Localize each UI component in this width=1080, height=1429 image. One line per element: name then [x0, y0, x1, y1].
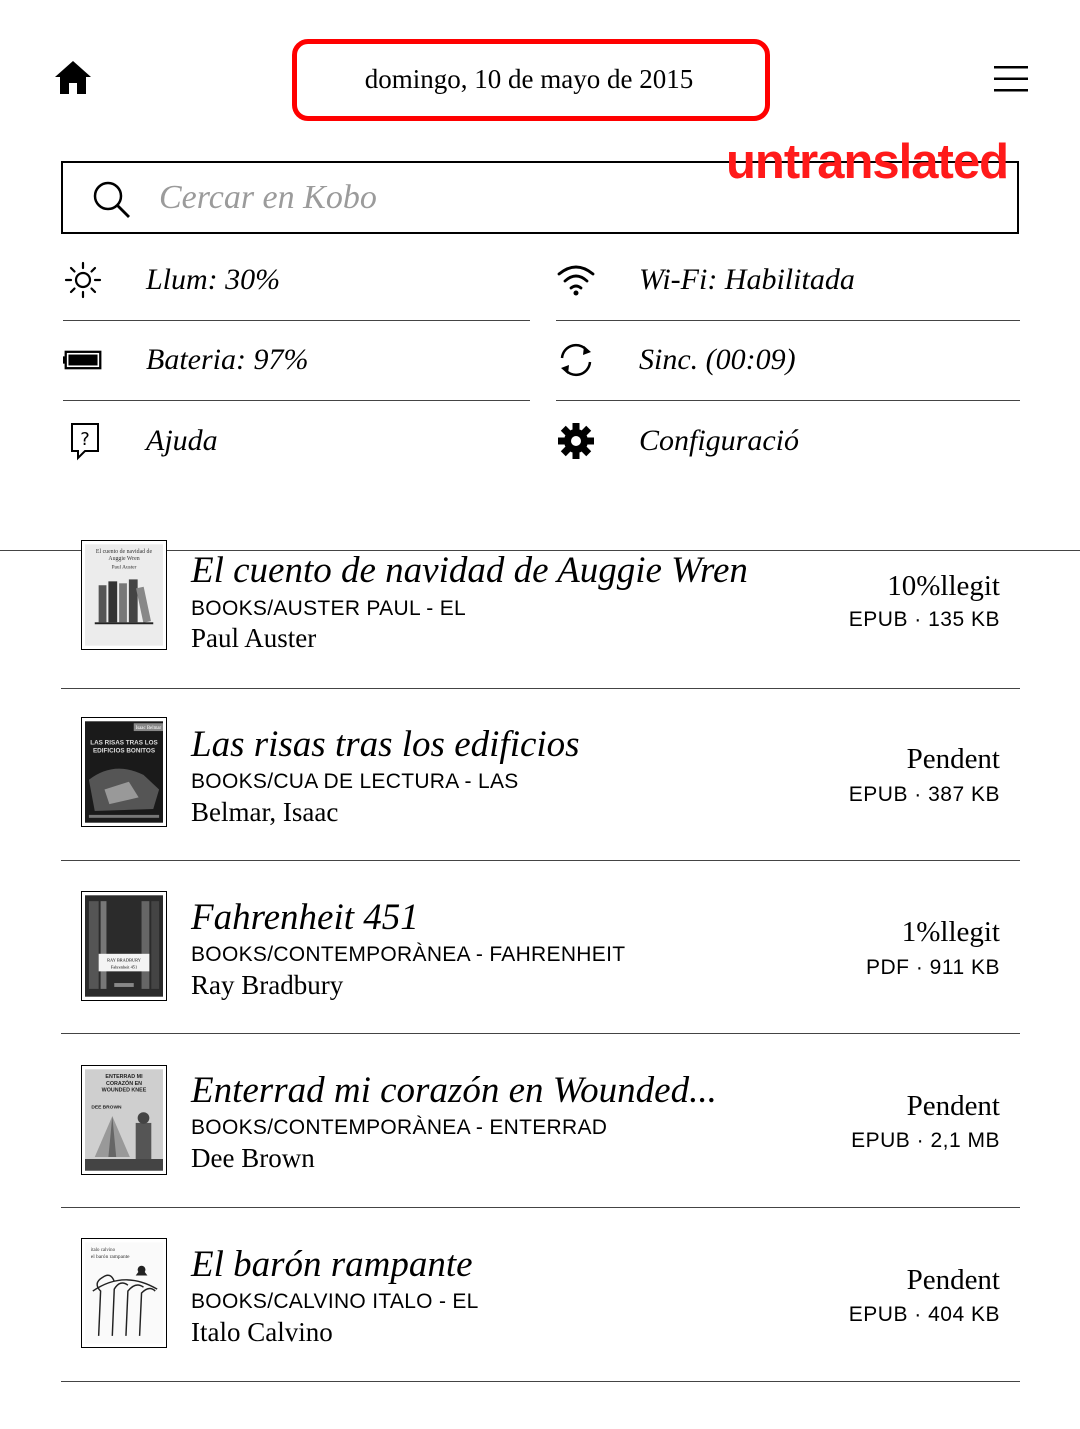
reading-status: Pendent: [906, 743, 1000, 775]
book-author: Italo Calvino: [191, 1317, 333, 1347]
reading-status: Pendent: [906, 1090, 1000, 1122]
annotation-label: untranslated: [726, 135, 1009, 189]
settings-setting[interactable]: [556, 401, 1020, 481]
gear-icon: [556, 421, 596, 461]
svg-text:EDIFICIOS BONITOS: EDIFICIOS BONITOS: [92, 747, 156, 755]
svg-text:DEE BROWN: DEE BROWN: [91, 1105, 122, 1111]
svg-text:WOUNDED KNEE: WOUNDED KNEE: [101, 1087, 147, 1094]
svg-text:RAY BRADBURY: RAY BRADBURY: [107, 957, 141, 963]
file-info: EPUB · 2,1 MB: [851, 1129, 1000, 1152]
svg-text:italo calvino: italo calvino: [90, 1248, 116, 1254]
sync-label: Sinc. (00:09): [639, 343, 796, 376]
file-info: PDF · 911 KB: [866, 956, 1000, 979]
book-author: Paul Auster: [191, 623, 317, 653]
book-item[interactable]: [61, 688, 1020, 861]
sync-setting[interactable]: [556, 320, 1020, 401]
help-label: Ajuda: [146, 424, 218, 457]
help-icon: [63, 421, 103, 461]
book-title: El barón rampante: [191, 1244, 473, 1285]
brightness-icon: [63, 260, 103, 300]
battery-status: [63, 320, 530, 401]
hamburger-menu-icon[interactable]: [994, 66, 1028, 92]
book-collection: BOOKS/CALVINO ITALO - EL: [191, 1290, 479, 1313]
file-info: EPUB · 404 KB: [848, 1303, 1000, 1326]
book-cover: [81, 717, 167, 827]
book-cover: [81, 540, 167, 650]
reading-status: 10%llegit: [887, 570, 1000, 602]
reading-status: 1%llegit: [901, 916, 1000, 948]
book-item[interactable]: [61, 516, 1020, 689]
home-icon[interactable]: [53, 58, 93, 98]
light-setting[interactable]: [63, 240, 530, 321]
svg-text:LAS RISAS TRAS LOS: LAS RISAS TRAS LOS: [90, 739, 158, 747]
settings-label: Configuració: [639, 424, 800, 457]
wifi-icon: [556, 260, 596, 300]
book-collection: BOOKS/CUA DE LECTURA - LAS: [191, 770, 519, 793]
date-display: domingo, 10 de mayo de 2015: [364, 63, 694, 94]
file-info: EPUB · 135 KB: [848, 608, 1000, 631]
reading-status: Pendent: [906, 1264, 1000, 1296]
search-icon: [92, 180, 132, 220]
book-collection: BOOKS/CONTEMPORÀNEA - FAHRENHEIT: [191, 943, 626, 966]
wifi-label: Wi-Fi: Habilitada: [639, 263, 855, 296]
svg-text:Fahrenheit 451: Fahrenheit 451: [110, 964, 138, 970]
wifi-setting[interactable]: [556, 240, 1020, 321]
sync-icon: [556, 340, 596, 380]
battery-label: Bateria: 97%: [146, 343, 309, 376]
book-title: Fahrenheit 451: [191, 897, 419, 938]
battery-icon: [63, 340, 103, 380]
book-item[interactable]: [61, 861, 1020, 1034]
book-cover: [81, 1238, 167, 1348]
svg-text:CORAZÓN EN: CORAZÓN EN: [105, 1080, 143, 1087]
book-collection: BOOKS/AUSTER PAUL - EL: [191, 597, 467, 620]
book-author: Belmar, Isaac: [191, 797, 339, 827]
book-item[interactable]: [61, 1035, 1020, 1208]
book-collection: BOOKS/CONTEMPORÀNEA - ENTERRAD: [191, 1116, 608, 1139]
book-title: Enterrad mi corazón en Wounded...: [191, 1070, 717, 1111]
book-author: Ray Bradbury: [191, 970, 344, 1000]
svg-text:Paul Auster: Paul Auster: [111, 564, 137, 571]
file-info: EPUB · 387 KB: [848, 783, 1000, 806]
svg-text:el barón rampante: el barón rampante: [90, 1253, 130, 1260]
help-setting[interactable]: [63, 401, 530, 481]
book-item[interactable]: [61, 1209, 1020, 1382]
svg-text:El cuento de navidad de: El cuento de navidad de: [95, 549, 153, 556]
book-title: Las risas tras los edificios: [191, 724, 580, 765]
book-author: Dee Brown: [191, 1143, 315, 1173]
svg-text:ENTERRAD MI: ENTERRAD MI: [105, 1074, 143, 1081]
svg-text:Auggie Wren: Auggie Wren: [108, 555, 140, 562]
svg-text:?: ?: [80, 429, 90, 450]
book-cover: [81, 1065, 167, 1175]
light-label: Llum: 30%: [146, 263, 281, 296]
book-title: El cuento de navidad de Auggie Wren: [191, 550, 748, 591]
svg-text:Isaac Belmar: Isaac Belmar: [135, 726, 162, 732]
book-cover: [81, 891, 167, 1001]
